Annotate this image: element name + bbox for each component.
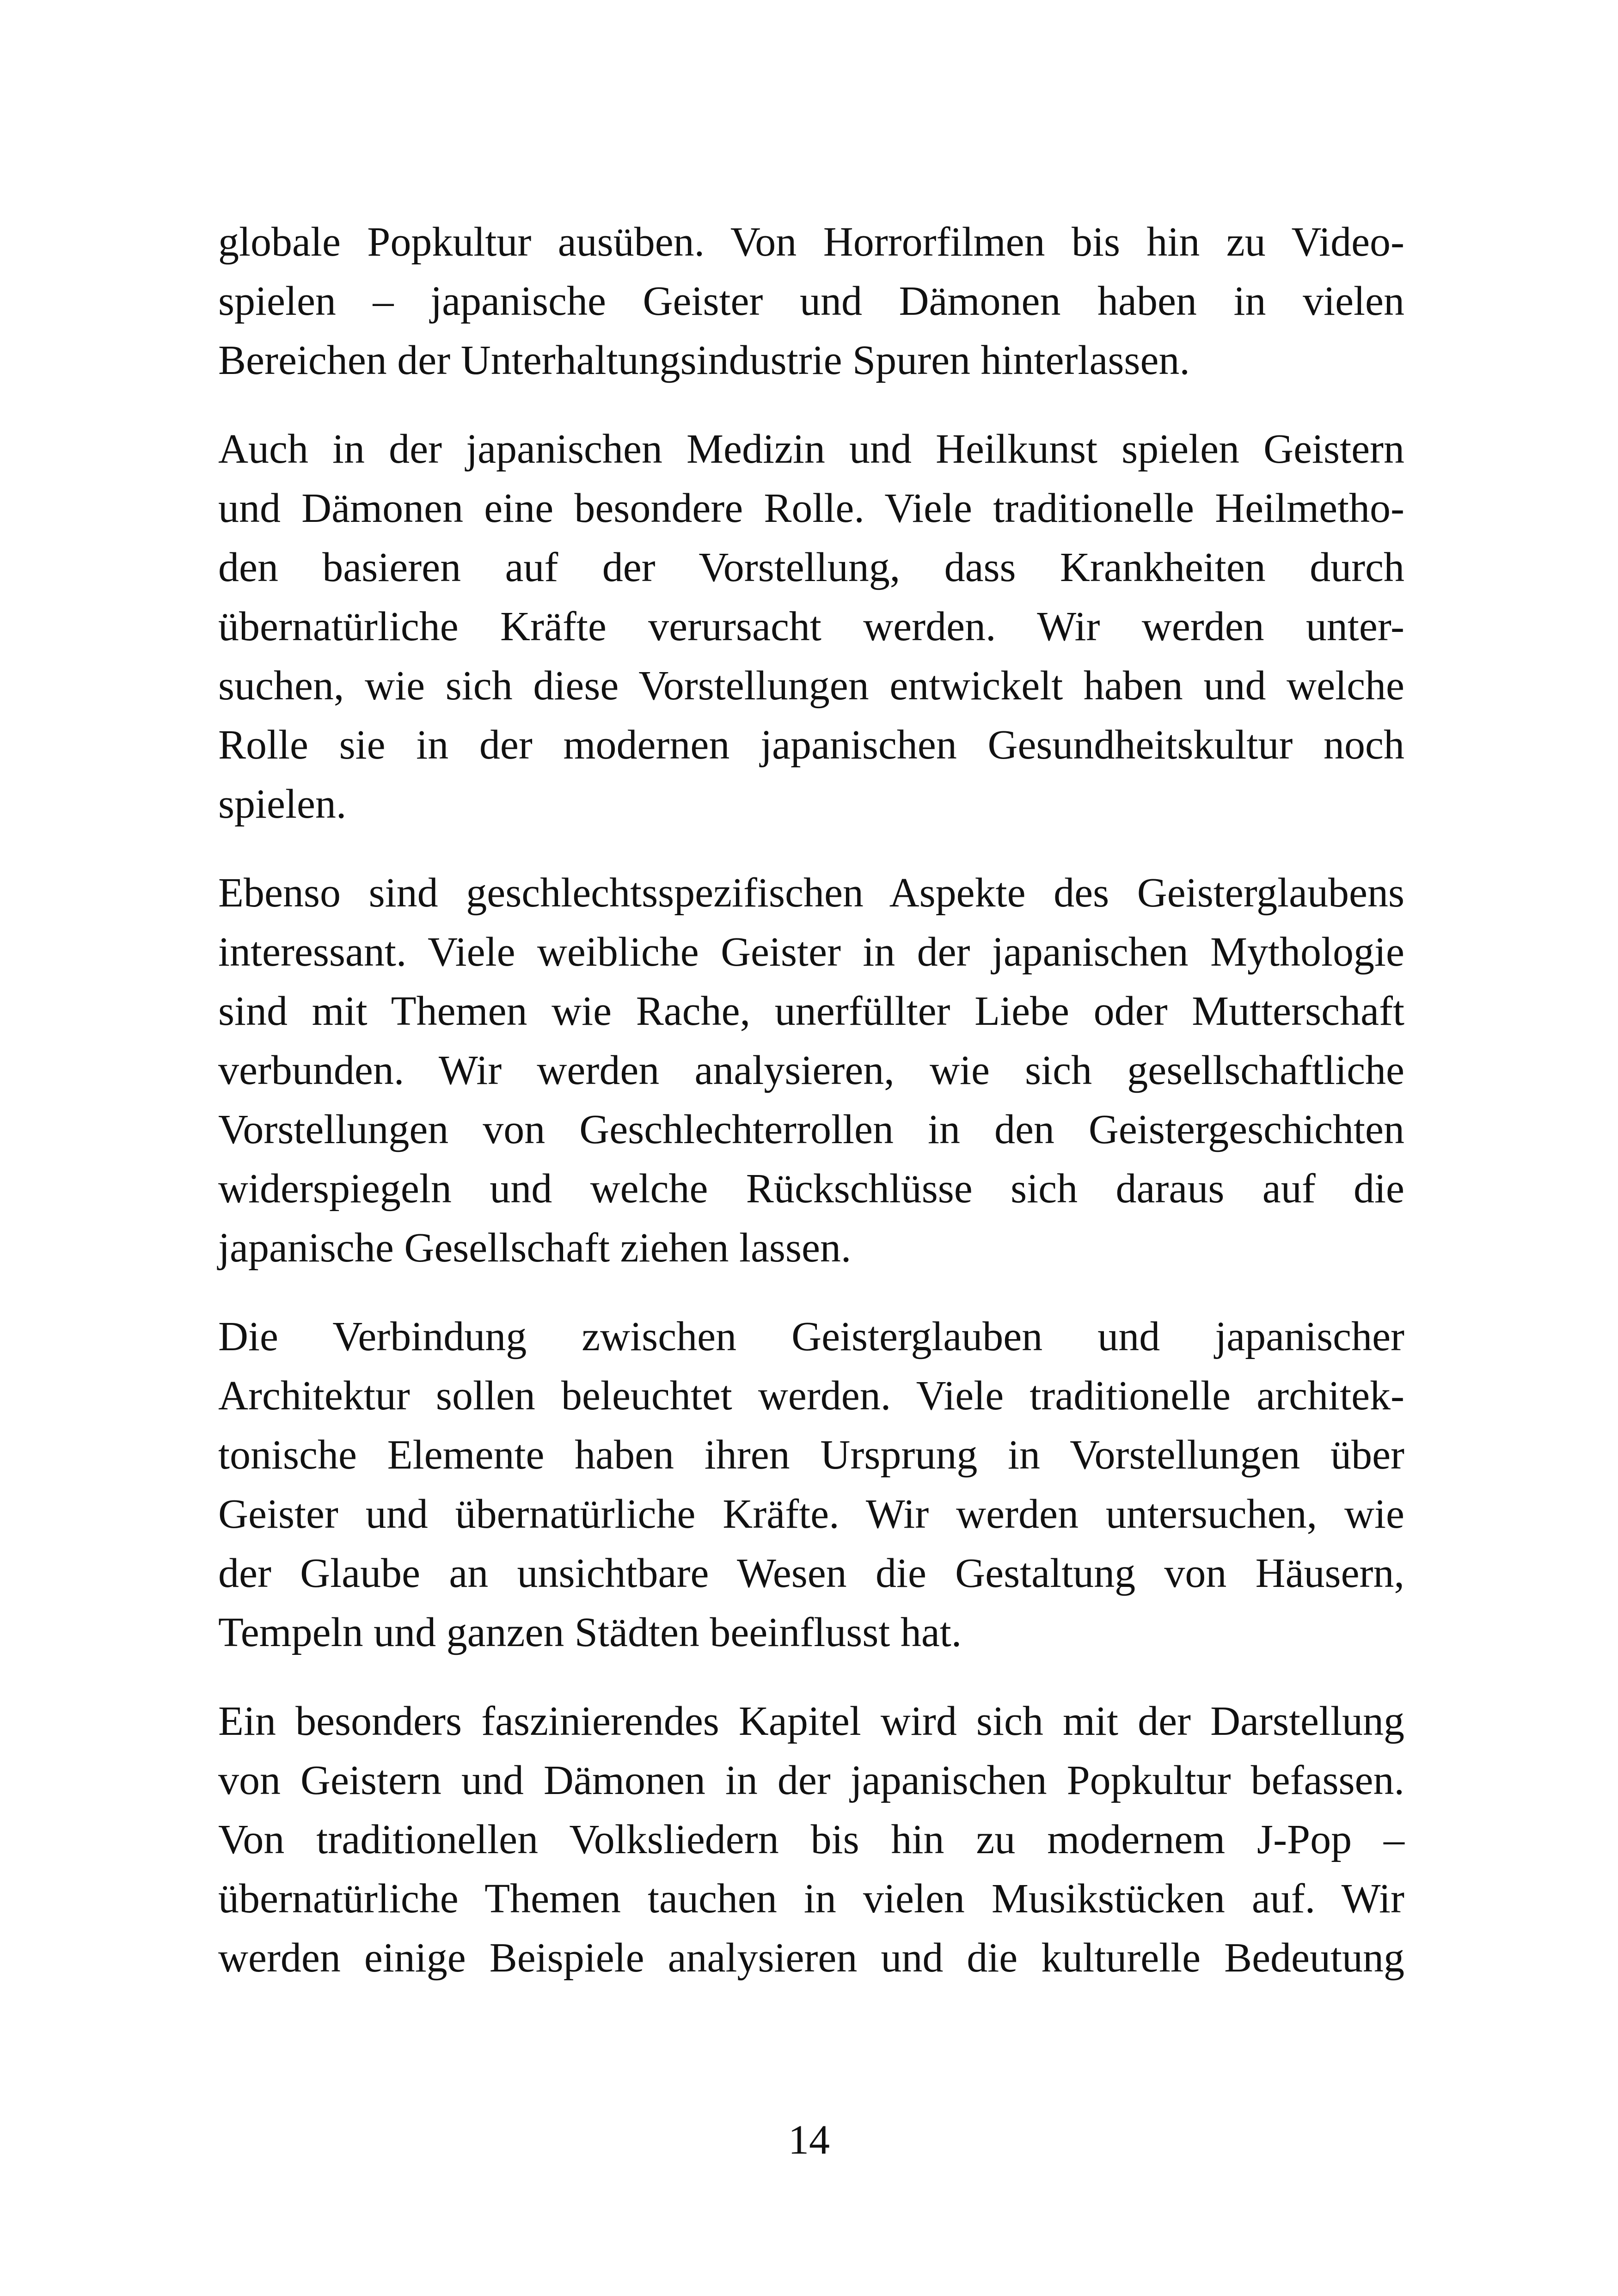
page-number: 14	[788, 2117, 830, 2163]
text-line: übernatürliche Kräfte verursacht werden. Wir werden unter-	[218, 604, 1404, 649]
text-line: tonische Elemente haben ihren Ursprung in Vorstellungen über	[218, 1432, 1404, 1478]
paragraph-3	[218, 863, 1404, 1278]
text-line: von Geistern und Dämonen in der japanischen Popkultur befassen.	[218, 1757, 1404, 1803]
body-text	[218, 213, 1404, 2017]
text-line: spielen.	[218, 781, 347, 827]
text-line: Auch in der japanischen Medizin und Heilkunst spielen Geistern	[218, 426, 1404, 472]
text-line: übernatürliche Themen tauchen in vielen Musikstücken auf. Wir	[218, 1876, 1404, 1922]
text-line: suchen, wie sich diese Vorstellungen entwickelt haben und welche	[218, 663, 1404, 709]
text-line: und Dämonen eine besondere Rolle. Viele traditionelle Heilmetho-	[218, 485, 1404, 531]
text-line: Von traditionellen Volksliedern bis hin zu modernem J-Pop –	[218, 1817, 1404, 1862]
text-line: sind mit Themen wie Rache, unerfüllter Liebe oder Mutterschaft	[218, 988, 1404, 1034]
paragraph-1	[218, 213, 1404, 390]
text-line: interessant. Viele weibliche Geister in der japanischen Mythologie	[218, 929, 1404, 975]
text-line: widerspiegeln und welche Rückschlüsse sich daraus auf die	[218, 1166, 1404, 1212]
text-line: der Glaube an unsichtbare Wesen die Gestaltung von Häusern,	[218, 1550, 1404, 1596]
text-line: globale Popkultur ausüben. Von Horrorfilmen bis hin zu Video-	[218, 219, 1404, 265]
text-line: Die Verbindung zwischen Geisterglauben und japanischer	[218, 1314, 1404, 1359]
text-line: werden einige Beispiele analysieren und die kulturelle Bedeutung	[218, 1935, 1404, 1981]
text-line: spielen – japanische Geister und Dämonen haben in vielen	[218, 278, 1404, 324]
text-line: verbunden. Wir werden analysieren, wie sich gesellschaftliche	[218, 1047, 1404, 1093]
text-line: Rolle sie in der modernen japanischen Gesundheitskultur noch	[218, 722, 1404, 768]
text-line: Ein besonders faszinierendes Kapitel wird sich mit der Darstellung	[218, 1698, 1404, 1744]
text-line: Vorstellungen von Geschlechterrollen in den Geistergeschichten	[218, 1107, 1404, 1152]
text-line: Architektur sollen beleuchtet werden. Viele traditionelle architek-	[218, 1373, 1404, 1419]
text-line: Tempeln und ganzen Städten beeinflusst hat.	[218, 1610, 962, 1655]
paragraph-2	[218, 420, 1404, 834]
paragraph-4	[218, 1307, 1404, 1662]
text-line: japanische Gesellschaft ziehen lassen.	[218, 1225, 852, 1271]
text-line: Bereichen der Unterhaltungsindustrie Spuren hinterlassen.	[218, 337, 1190, 383]
paragraph-5	[218, 1692, 1404, 1988]
text-line: Geister und übernatürliche Kräfte. Wir werden untersuchen, wie	[218, 1491, 1404, 1537]
text-line: Ebenso sind geschlechtsspezifischen Aspekte des Geisterglaubens	[218, 870, 1404, 916]
text-line: den basieren auf der Vorstellung, dass Krankheiten durch	[218, 545, 1404, 590]
